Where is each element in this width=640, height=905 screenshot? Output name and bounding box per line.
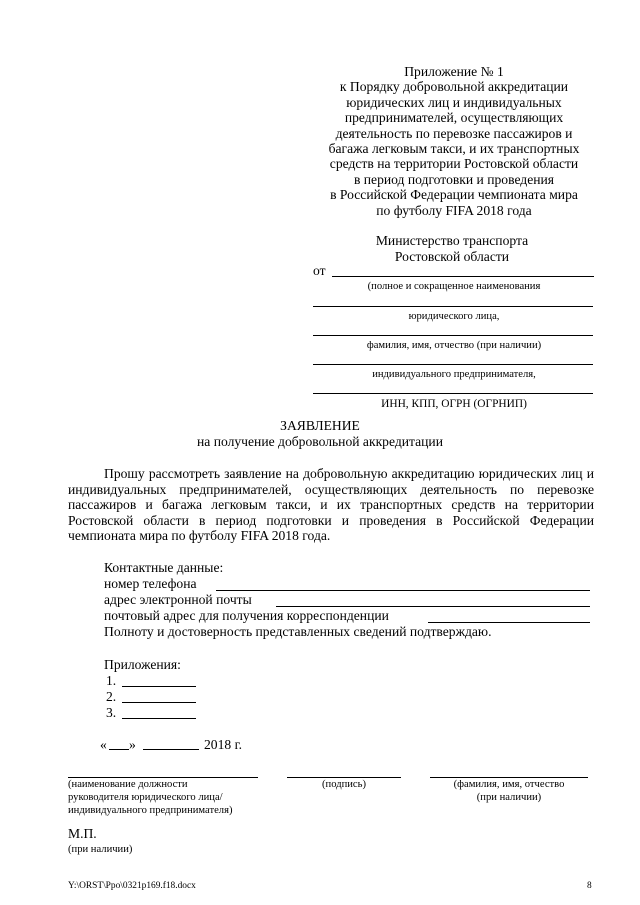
appendix-line: к Порядку добровольной аккредитации xyxy=(339,79,569,95)
attachment-number: 3. xyxy=(106,705,117,720)
phone-label: номер телефона xyxy=(104,576,197,591)
field-hint: ИНН, КПП, ОГРН (ОГРНИП) xyxy=(381,398,527,410)
stamp-label: М.П. xyxy=(68,826,97,841)
document-title: ЗАЯВЛЕНИЕ xyxy=(280,418,360,433)
appendix-line: в период подготовки и проведения xyxy=(353,171,555,187)
attachment-field[interactable] xyxy=(122,686,196,687)
date-month-field[interactable] xyxy=(143,749,199,750)
appendix-line: предпринимателей, осуществляющих xyxy=(344,110,564,126)
request-paragraph: Прошу рассмотреть заявление на добровольную аккредитацию юридических лиц и индивидуальных предпринимателей, осуществляющих деятельность по перевозке пассажиров и багажа легковым такси, и их транспортных средств на территории Ростовской области в период подготовки и проведения в Российской Федерации чемпионата мира по футболу FIFA 2018 года. xyxy=(68,466,594,544)
signature-hint: (подпись) xyxy=(322,779,366,790)
position-hint: индивидуального предпринимателя) xyxy=(68,805,233,816)
stamp-hint: (при наличии) xyxy=(68,844,133,855)
name-hint: (фамилия, имя, отчество xyxy=(453,779,565,790)
phone-field[interactable] xyxy=(216,590,590,591)
attachments-label: Приложения: xyxy=(104,657,181,672)
field-hint: (полное и сокращенное наименования xyxy=(367,281,541,292)
appendix-header xyxy=(300,64,608,218)
applicant-field-line[interactable] xyxy=(313,364,593,365)
date-close-quote: » xyxy=(129,737,136,752)
appendix-line: багажа легковым такси, и их транспортных xyxy=(328,141,580,157)
postal-address-label: почтовый адрес для получения корреспонденции xyxy=(104,608,389,623)
position-hint: (наименование должности xyxy=(68,779,188,790)
applicant-field-line[interactable] xyxy=(313,393,593,394)
applicant-field-line[interactable] xyxy=(313,306,593,307)
attachment-number: 2. xyxy=(106,689,117,704)
appendix-line: юридических лиц и индивидуальных xyxy=(346,94,562,110)
full-name-field[interactable] xyxy=(430,777,588,778)
field-hint: юридического лица, xyxy=(408,311,500,322)
appendix-line: деятельность по перевозке пассажиров и xyxy=(335,125,573,141)
file-path: Y:\ORST\Ppo\0321p169.f18.docx xyxy=(68,881,196,891)
position-field[interactable] xyxy=(68,777,258,778)
appendix-line: по футболу FIFA 2018 года xyxy=(376,202,532,218)
attachment-field[interactable] xyxy=(122,718,196,719)
page-number: 8 xyxy=(587,881,592,891)
appendix-line: Приложение № 1 xyxy=(404,64,504,79)
email-field[interactable] xyxy=(276,606,590,607)
field-hint: фамилия, имя, отчество (при наличии) xyxy=(366,340,542,351)
appendix-line: в Российской Федерации чемпионата мира xyxy=(330,187,578,203)
email-label: адрес электронной почты xyxy=(104,592,252,607)
date-open-quote: « xyxy=(100,737,107,752)
name-hint: (при наличии) xyxy=(476,792,542,803)
date-year: 2018 г. xyxy=(204,737,243,752)
contacts-label: Контактные данные: xyxy=(104,560,224,575)
applicant-field-line[interactable] xyxy=(313,335,593,336)
ministry-line: Министерство транспорта xyxy=(375,233,529,248)
appendix-line: средств на территории Ростовской области xyxy=(329,156,579,172)
attachment-field[interactable] xyxy=(122,702,196,703)
attachment-number: 1. xyxy=(106,673,117,688)
date-day-field[interactable] xyxy=(109,749,129,750)
position-hint: руководителя юридического лица/ xyxy=(68,792,223,803)
addressee-ministry xyxy=(312,233,592,264)
confirmation-text: Полноту и достоверность представленных сведений подтверждаю. xyxy=(104,624,492,639)
from-row xyxy=(313,264,595,280)
signature-field[interactable] xyxy=(287,777,401,778)
ministry-line: Ростовской области xyxy=(394,248,510,264)
document-subtitle: на получение добровольной аккредитации xyxy=(197,434,443,449)
from-label: от xyxy=(313,263,326,278)
field-hint: индивидуального предпринимателя, xyxy=(372,369,536,380)
postal-address-field[interactable] xyxy=(428,622,590,623)
applicant-name-field[interactable] xyxy=(332,276,594,277)
